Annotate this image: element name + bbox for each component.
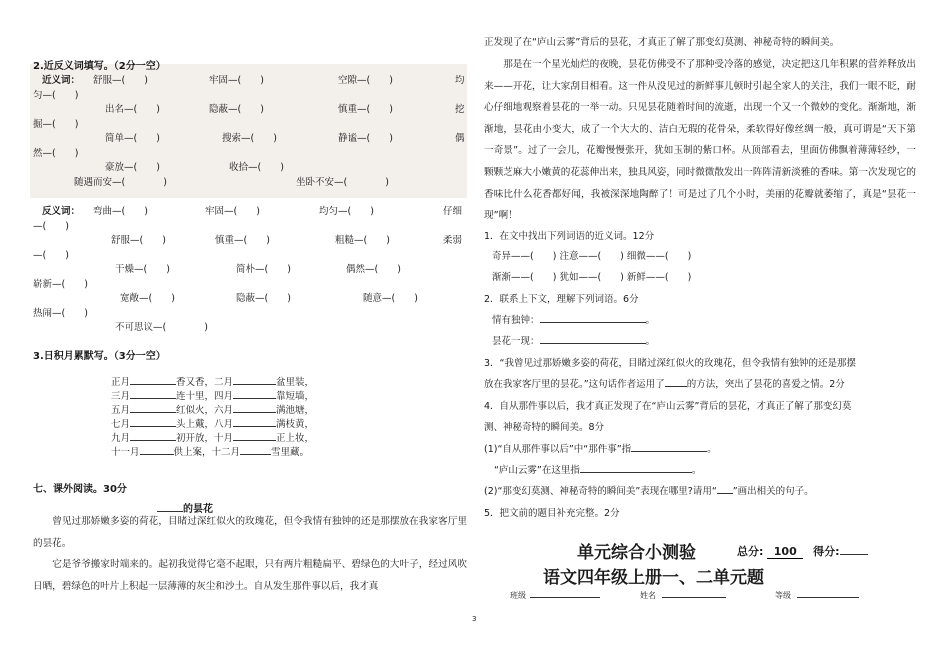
q2-row: 昙花一现： 。 — [492, 333, 655, 347]
syn-item: 牢固—( ) — [209, 75, 264, 86]
syn-item: 然—( ) — [33, 148, 79, 159]
class-field: 班级 — [510, 589, 600, 601]
syn-item: 简单—( ) — [105, 133, 160, 144]
month-row: 九月 初开放，十月 正上妆， — [111, 430, 314, 444]
q4-part-1b: “庐山云雾”在这里指 。 — [494, 462, 701, 476]
q4-part-2: (2)“那变幻莫测、神秘奇特的瞬间美”表现在哪里?请用“ ”画出相关的句子。 — [484, 483, 814, 497]
ant-item: 粗糙—( ) — [335, 235, 390, 246]
q1-row: 渐渐——( ) 犹如——( ) 新鲜——( ) — [492, 272, 692, 283]
ant-item: 简朴—( ) — [236, 264, 291, 275]
syn-item: 掘—( ) — [33, 119, 79, 130]
q4-part-1: (1)“自从那件事以后”中“那件事”指 。 — [484, 441, 717, 455]
ant-item: —( ) — [33, 250, 69, 261]
q1-row: 奇异——( ) 注意——( ) 细微——( ) — [492, 251, 692, 262]
section-2-title: 2.近反义词填写。（2分一空） — [33, 61, 166, 72]
question-3: 3．“我曾见过那娇嫩多姿的荷花，目睹过深红似火的玫瑰花，但令我情有独钟的还是那摆 — [484, 358, 856, 369]
syn-item: 偶 — [455, 133, 465, 144]
ant-item: 不可思议—( ) — [115, 322, 208, 333]
section-7-title: 七、课外阅读。30分 — [33, 484, 127, 495]
syn-item: 静谧—( ) — [338, 133, 393, 144]
synonym-label: 近义词： — [42, 75, 81, 86]
month-row: 三月 连十里，四月 靠短墙， — [111, 388, 314, 402]
syn-item: 坐卧不安—( ) — [296, 177, 389, 188]
question-4: 4．自从那件事以后，我才真正发现了在“庐山云雾”背后的昙花，才真正了解了那变幻莫 — [484, 401, 852, 412]
passage-paragraph: 曾见过那娇嫩多姿的荷花，目睹过深红似火的玫瑰花，但令我情有独钟的还是那摆放在我家客厅里的昙花。 — [33, 516, 467, 549]
ant-item: 均匀—( ) — [319, 206, 374, 217]
question-1: 1．在文中找出下列词语的近义词。12分 — [484, 231, 655, 242]
question-3-cont: 放在我家客厅里的昙花。”这句话作者运用了 的方法，突出了昙花的喜爱之情。2分 — [484, 376, 845, 390]
syn-item: 舒服—( ) — [93, 75, 148, 86]
ant-item: 仔细 — [443, 206, 463, 217]
month-row: 十一月 供上案，十二月 雪里藏。 — [111, 444, 309, 458]
syn-item: 匀—( ) — [33, 90, 79, 101]
passage-paragraph: 正发现了在“庐山云雾”背后的昙花，才真正了解了那变幻莫测、神秘奇特的瞬间美。 — [484, 37, 840, 48]
ant-item: 崭新—( ) — [33, 279, 88, 290]
ant-item: —( ) — [33, 221, 69, 232]
ant-item: 慎重—( ) — [215, 235, 270, 246]
month-row: 正月 香又香，二月 盆里装， — [111, 374, 314, 388]
question-4-cont: 测、神秘奇特的瞬间美。8分 — [484, 422, 605, 433]
syn-item: 收拾—( ) — [229, 162, 284, 173]
syn-item: 慎重—( ) — [338, 104, 393, 115]
month-row: 五月 红似火，六月 满池塘， — [111, 402, 314, 416]
syn-item: 出名—( ) — [105, 104, 160, 115]
ant-item: 热闹—( ) — [33, 308, 88, 319]
ant-item: 舒服—( ) — [111, 235, 166, 246]
q2-row: 情有独钟： 。 — [492, 312, 655, 326]
ant-item: 柔弱 — [443, 235, 463, 246]
question-2: 2．联系上下文，理解下列词语。6分 — [484, 294, 639, 305]
passage-paragraph: 它是爷爷搬家时端来的。起初我觉得它毫不起眼，只有两片粗糙扁平、碧绿色的大叶子，经过风吹日晒，碧绿色的叶片上积起一层薄薄的灰尘和沙土。自从发生那件事以后，我才真 — [33, 559, 467, 592]
section-3-title: 3.日积月累默写。（3分一空） — [33, 351, 166, 362]
syn-item: 均 — [455, 75, 465, 86]
total-score: 100 — [767, 545, 803, 559]
ant-item: 牢固—( ) — [205, 206, 260, 217]
ant-item: 隐蔽—( ) — [236, 293, 291, 304]
syn-item: 随遇而安—( ) — [74, 177, 167, 188]
ant-item: 随意—( ) — [363, 293, 418, 304]
exam-subtitle: 语文四年级上册一、二单元题 — [543, 568, 764, 588]
ant-item: 偶然—( ) — [346, 264, 401, 275]
exam-title: 单元综合小测验 — [577, 543, 696, 563]
passage-title: 的昙花 — [157, 500, 213, 515]
score-block: 总分: 100 得分: — [737, 543, 868, 559]
name-field: 姓名 — [640, 589, 726, 601]
month-row: 七月 头上戴，八月 满枝黄， — [111, 416, 314, 430]
ant-item: 干燥—( ) — [115, 264, 170, 275]
syn-item: 豪放—( ) — [105, 162, 160, 173]
grade-field: 等级 — [775, 589, 859, 601]
syn-item: 空隙—( ) — [338, 75, 393, 86]
ant-item: 宽敞—( ) — [120, 293, 175, 304]
antonym-label: 反义词： — [42, 206, 81, 217]
page-number: 3 — [472, 615, 477, 623]
syn-item: 挖 — [455, 104, 465, 115]
ant-item: 弯曲—( ) — [93, 206, 148, 217]
question-5: 5．把文前的题目补充完整。2分 — [484, 508, 620, 519]
passage-paragraph: 那是在一个星光灿烂的夜晚，昙花仿佛受不了那种受冷落的感觉，决定把这几年积累的营养释放出来——开花，让大家刮目相看。这一件从没见过的新鲜事儿顿时引起全家人的关注，我们一眼不眨，耐心仔细地观察着昙花的一举一动。只见昙花随着时间的流逝，出现一个又一个微妙的变化。渐渐地，渐渐地，昙花由小变大，成了一个大大的、洁白无瑕的花骨朵，柔软得好像丝绸一般，真可谓是“天下第一奇景”。过了一会儿，花瓣慢慢张开，犹如玉制的紫口杯。从顶部看去，里面仿佛飘着薄薄轻纱，一颗颗芝麻大小嫩黄的花蕊伸出来，独具风姿，同时微微散发出一阵阵清新淡雅的香味。第一次发现它的香味比什么花香都好闻，我被深深地陶醉了！可是过了几个小时，美丽的花瓣就萎缩了，真是“昙花一现”啊！ — [484, 59, 916, 222]
syn-item: 搜索—( ) — [222, 133, 277, 144]
syn-item: 隐蔽—( ) — [209, 104, 264, 115]
